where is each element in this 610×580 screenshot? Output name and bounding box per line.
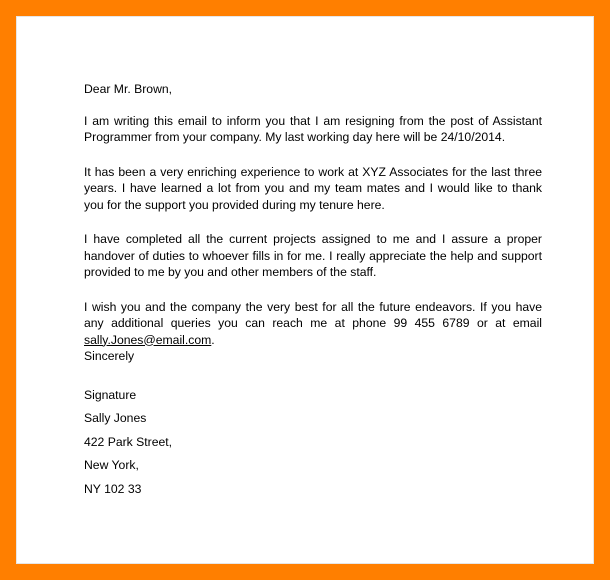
paragraph-wishes [84, 299, 542, 349]
closing: Sincerely [84, 349, 135, 363]
paragraph-experience: It has been a very enriching experience to work at XYZ Associates for the last three years. I have learned a lot from you and my team mates and I would like to thank you for the support you provided during my tenure here. [84, 164, 542, 212]
signature-block [84, 387, 542, 498]
paragraph-handover: I have completed all the current projects assigned to me and I assure a proper handover of duties to whoever fills in for me. I really appreciate the help and support provided to me by you and other members of the staff. [84, 232, 542, 279]
paragraph-wishes-text: I wish you and the company the very best for all the future endeavors. If you have any additional queries you can reach me at phone 99 455 6789 or at email [84, 299, 542, 330]
letter-body [84, 81, 542, 497]
email-link[interactable]: sally.Jones@email.com [84, 332, 212, 347]
sender-zip: NY 102 33 [84, 481, 142, 496]
salutation: Dear Mr. Brown, [84, 82, 173, 96]
sender-name: Sally Jones [84, 411, 147, 425]
sender-street: 422 Park Street, [84, 434, 173, 449]
paragraph-resignation: I am writing this email to inform you that I am resigning from the post of Assistant Programmer from your company. My last working day here will be 24/10/2014. [84, 113, 542, 144]
letter-page [16, 16, 594, 564]
signature-label: Signature [84, 387, 137, 402]
sender-city: New York, [84, 458, 139, 472]
paragraph-wishes-end: . [211, 332, 215, 347]
